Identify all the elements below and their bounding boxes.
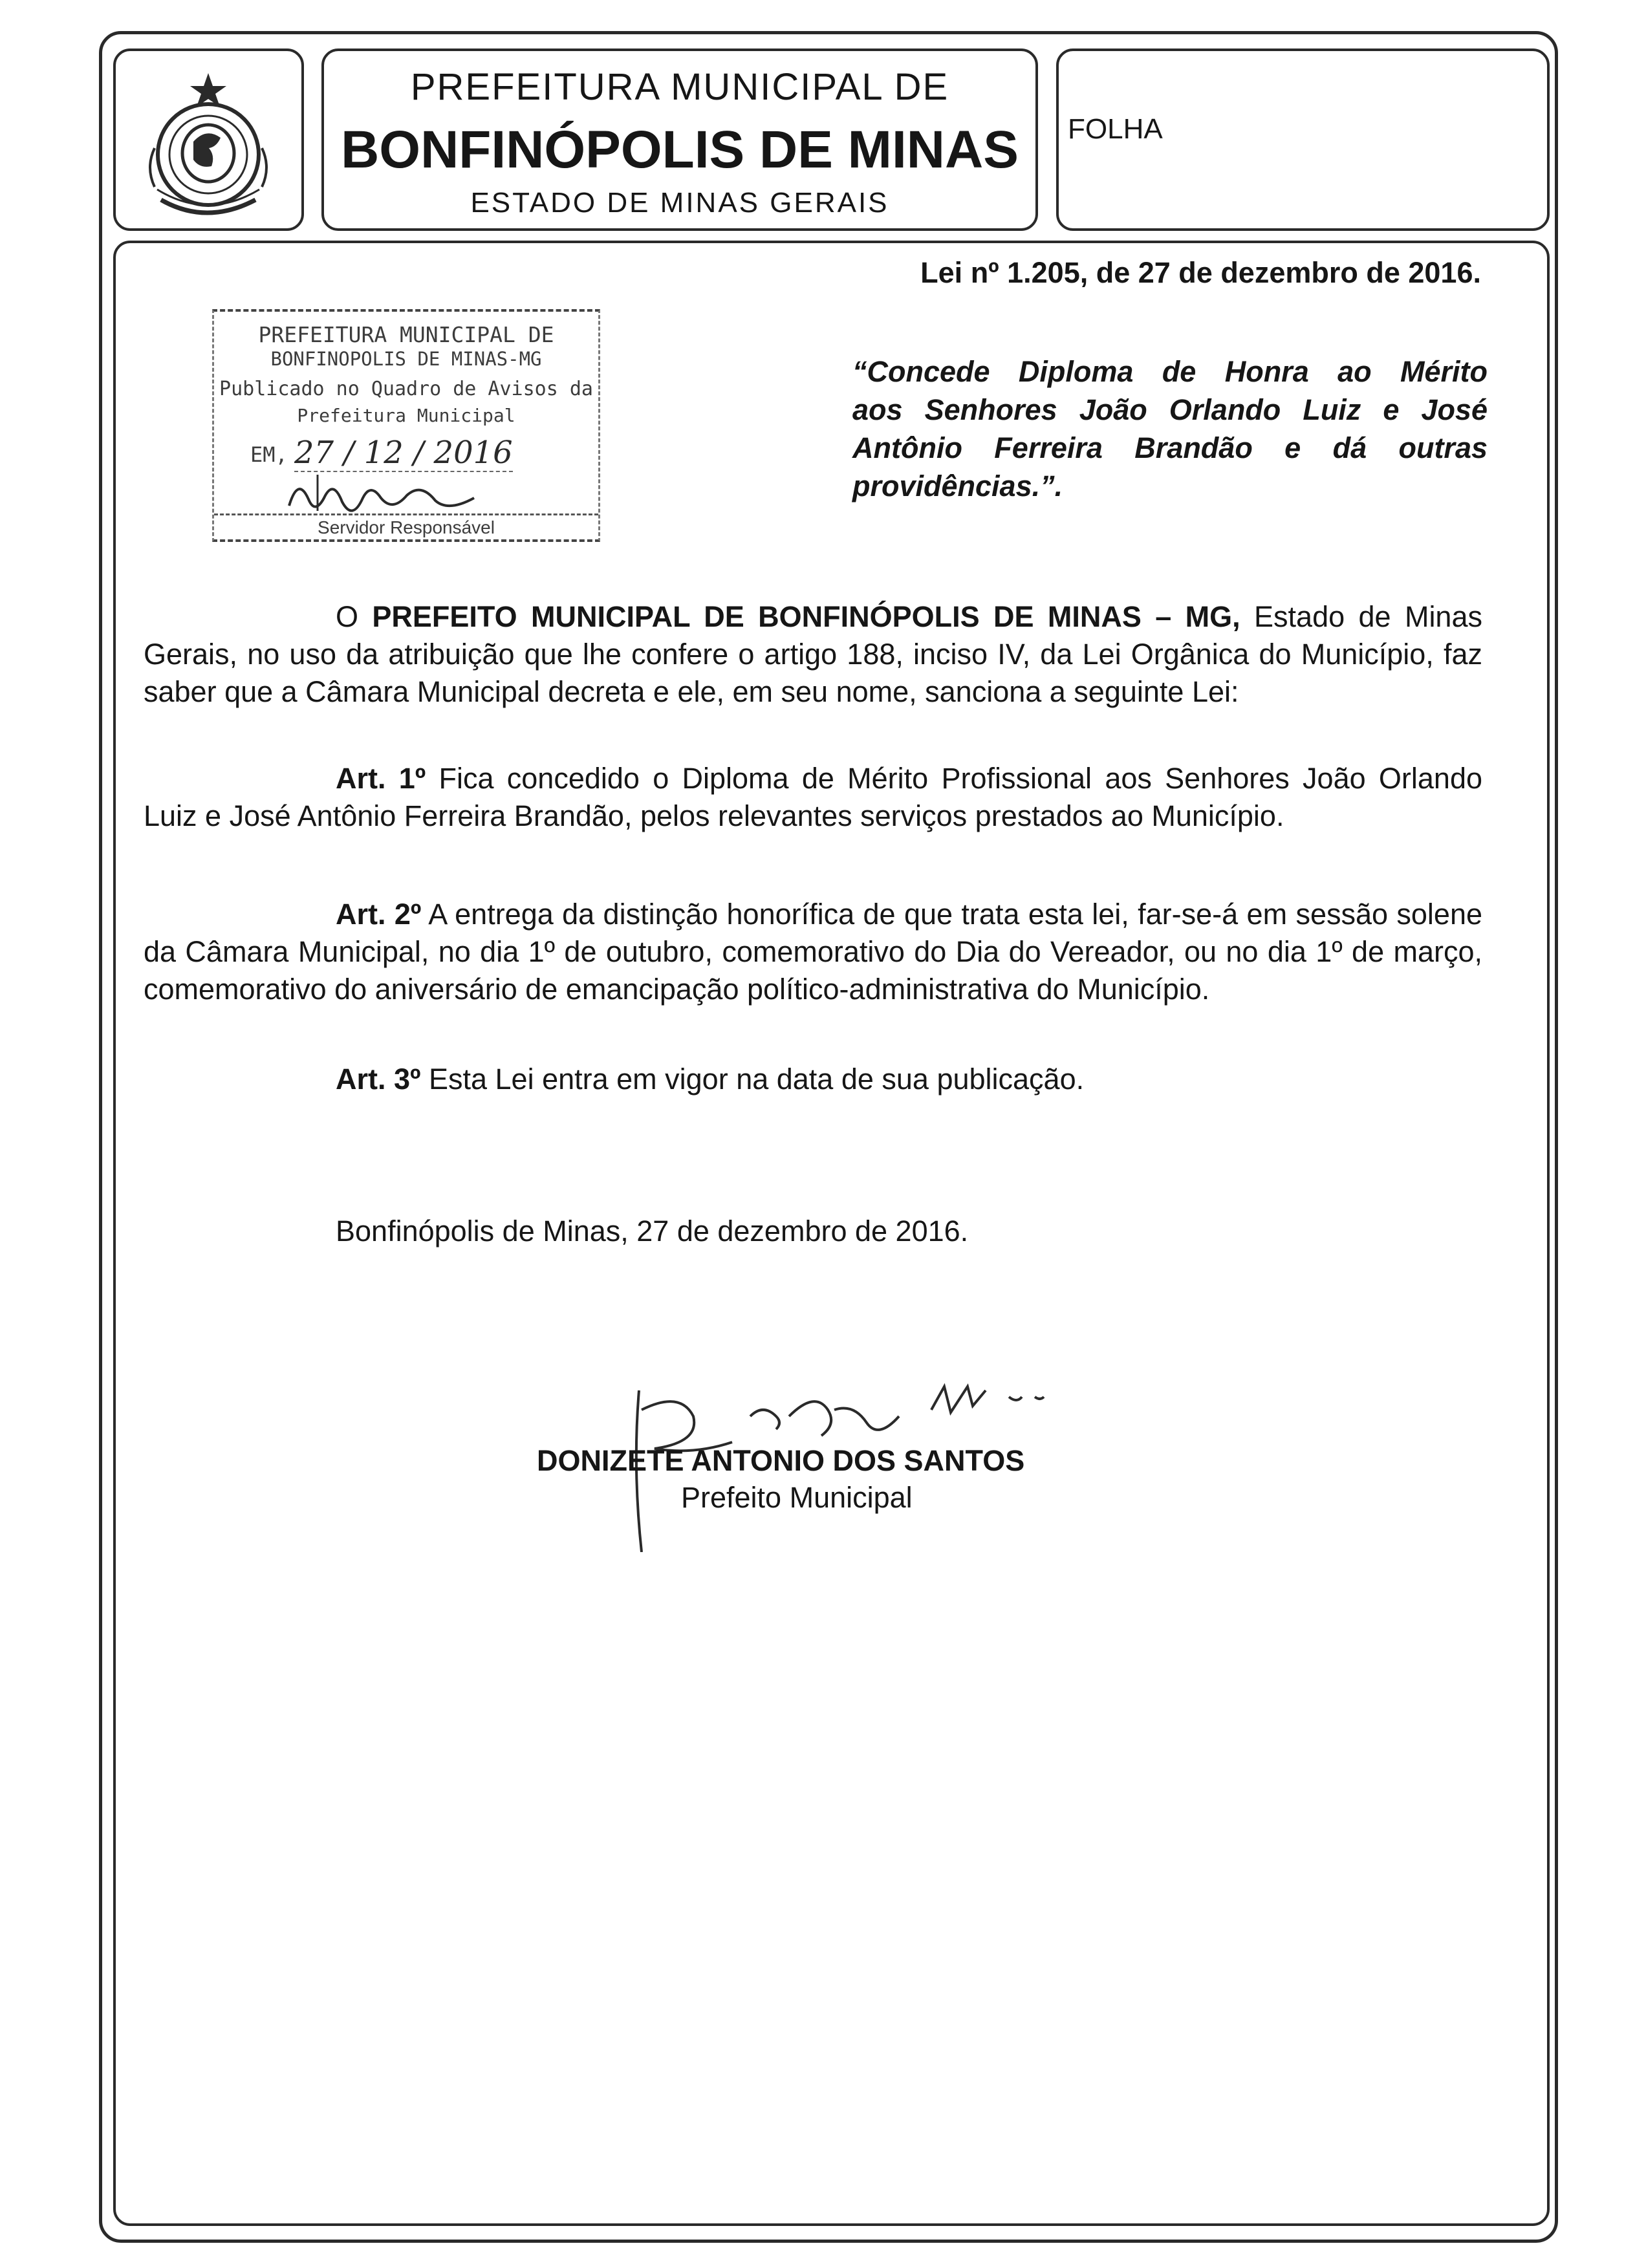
stamp-line-3: Publicado no Quadro de Avisos da — [219, 378, 593, 400]
preamble-lead: O — [336, 600, 373, 633]
article-3-label: Art. 3º — [336, 1063, 421, 1096]
stamp-line-4: Prefeitura Municipal — [297, 405, 515, 426]
article-1-text: Fica concedido o Diploma de Mérito Profissional aos Senhores João Orlando Luiz e José Antônio Ferreira Brandão, pelos relevantes serviços prestados ao Município. — [144, 762, 1482, 832]
stamp-line-2: BONFINOPOLIS DE MINAS-MG — [270, 348, 542, 370]
folha-label: FOLHA — [1068, 113, 1163, 145]
summary-line-1: “Concede Diploma de Honra ao Mérito — [852, 355, 1488, 388]
folha-box — [1056, 49, 1550, 231]
stamp-em-label: EM, — [250, 442, 288, 467]
article-2-text: A entrega da distinção honorífica de que trata esta lei, far-se-á em sessão solene da Câmara Municipal, no dia 1º de outubro, comemorativo do Dia do Vereador, ou no dia 1º de março, comemorativo do aniversário de emancipação político-administrativa do Município. — [144, 898, 1483, 1006]
article-3 — [144, 1061, 1482, 1098]
law-summary — [852, 352, 1488, 505]
header-line-1: PREFEITURA MUNICIPAL DE — [410, 66, 949, 108]
summary-line-3: Antônio Ferreira Brandão e dá outras — [852, 431, 1488, 464]
stamp-footer: Servidor Responsável — [318, 517, 495, 537]
article-1-label: Art. 1º — [336, 762, 426, 795]
article-2-label: Art. 2º — [336, 898, 422, 931]
preamble-text: Estado de Minas Gerais, no uso da atribuição que lhe confere o artigo 188, inciso IV, da Lei Orgânica do Município, faz saber que a Câmara Municipal decreta e ele, em seu nome, sanciona a seguinte Lei: — [144, 600, 1482, 708]
publication-stamp — [212, 309, 600, 542]
article-1 — [144, 760, 1482, 835]
municipal-coat-of-arms-icon — [116, 51, 301, 228]
header-line-2: BONFINÓPOLIS DE MINAS — [341, 120, 1019, 179]
summary-line-4: providências.”. — [852, 470, 1063, 502]
preamble — [144, 598, 1482, 711]
preamble-authority: PREFEITO MUNICIPAL DE BONFINÓPOLIS DE MINAS – MG, — [372, 600, 1240, 633]
place-date: Bonfinópolis de Minas, 27 de dezembro de 2016. — [336, 1215, 969, 1247]
summary-line-2: aos Senhores João Orlando Luiz e José — [852, 393, 1488, 426]
signatory-role: Prefeito Municipal — [681, 1481, 913, 1514]
article-2 — [144, 896, 1482, 1008]
article-3-text: Esta Lei entra em vigor na data de sua publicação. — [420, 1063, 1085, 1096]
seal-box — [113, 49, 304, 231]
signatory-name: DONIZETE ANTONIO DOS SANTOS — [537, 1444, 1025, 1477]
header-line-3: ESTADO DE MINAS GERAIS — [470, 187, 889, 219]
stamp-rule — [214, 513, 598, 515]
stamp-signature — [279, 467, 512, 519]
stamp-line-1: PREFEITURA MUNICIPAL DE — [258, 322, 554, 347]
header-title-box — [321, 49, 1038, 231]
stamp-date: 27 / 12 / 2016 — [294, 435, 513, 471]
law-title: Lei nº 1.205, de 27 de dezembro de 2016. — [920, 256, 1481, 289]
